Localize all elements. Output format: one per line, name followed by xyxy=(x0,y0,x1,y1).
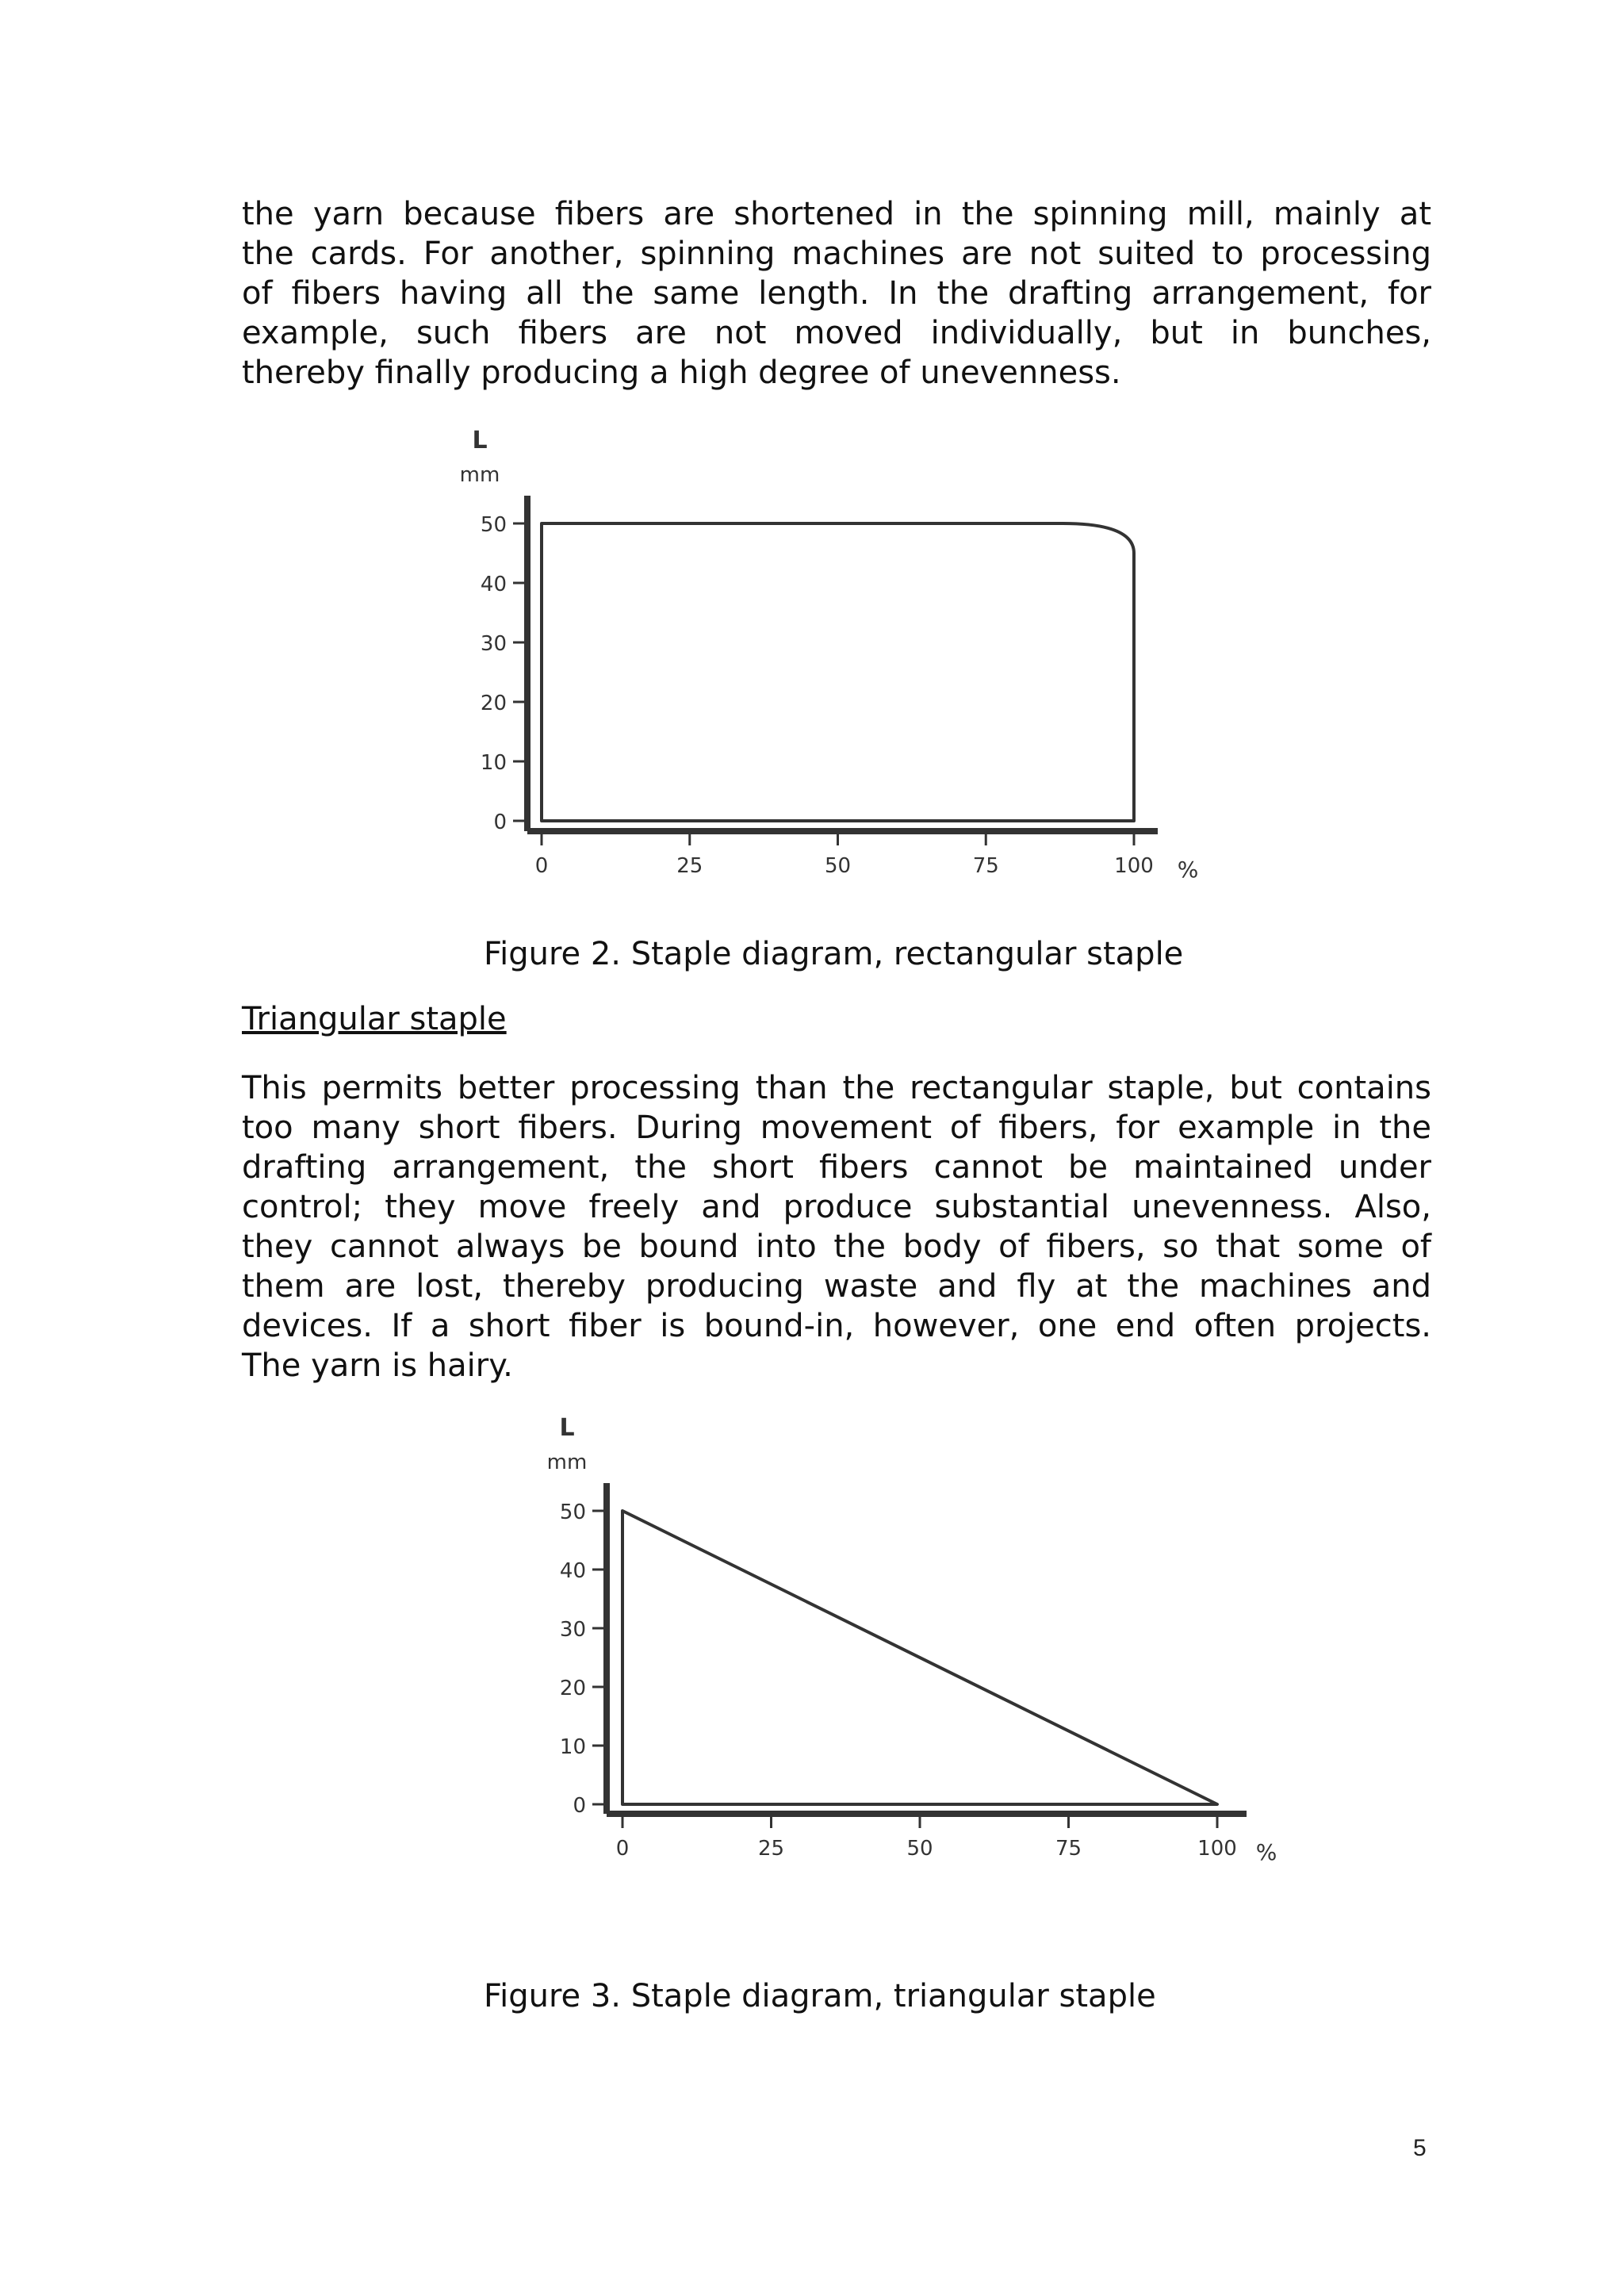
y-tick-label: 50 xyxy=(559,1501,586,1524)
y-tick-label: 20 xyxy=(559,1677,586,1700)
x-tick-label: 75 xyxy=(1055,1837,1082,1861)
figure-2-chart xyxy=(428,420,1300,912)
y-axis-unit: mm xyxy=(546,1451,588,1474)
paragraph-1-line: thereby finally producing a high degree of unevenness. xyxy=(242,355,1121,391)
y-tick-label: 0 xyxy=(573,1794,586,1818)
paragraph-1 xyxy=(242,194,1431,393)
figure-2-rectangular-staple xyxy=(428,420,1300,912)
x-tick-label: 25 xyxy=(757,1837,785,1861)
y-tick-label: 10 xyxy=(480,751,507,775)
x-tick-label: 100 xyxy=(1197,1837,1237,1861)
paragraph-1-line: of fibers having all the same length. In the drafting arrangement, for xyxy=(242,275,1431,312)
figure-3-caption: Figure 3. Staple diagram, triangular staple xyxy=(484,1978,1156,2014)
staple-curve xyxy=(622,1511,1217,1804)
y-tick-label: 50 xyxy=(480,513,507,537)
page-number: 5 xyxy=(1413,2135,1427,2161)
paragraph-2 xyxy=(242,1068,1431,1386)
y-tick-label: 10 xyxy=(559,1735,586,1759)
paragraph-2-line: control; they move freely and produce substantial unevenness. Also, xyxy=(242,1189,1431,1225)
y-axis-label: L xyxy=(559,1414,575,1442)
x-tick-label: 75 xyxy=(972,854,999,878)
x-tick-label: 0 xyxy=(534,854,549,878)
x-tick-label: 25 xyxy=(676,854,703,878)
x-tick-label: 50 xyxy=(824,854,852,878)
x-tick-label: 50 xyxy=(906,1837,933,1861)
figure-3-triangular-staple xyxy=(508,1408,1332,1892)
paragraph-1-line: the cards. For another, spinning machines are not suited to processing xyxy=(242,236,1431,272)
y-tick-label: 30 xyxy=(559,1618,586,1642)
paragraph-2-line: This permits better processing than the rectangular staple, but contains xyxy=(242,1070,1431,1106)
y-tick-label: 30 xyxy=(480,632,507,656)
paragraph-1-line: example, such fibers are not moved individually, but in bunches, xyxy=(242,315,1431,351)
y-tick-label: 0 xyxy=(493,811,507,834)
x-tick-label: 0 xyxy=(615,1837,630,1861)
y-tick-label: 40 xyxy=(480,573,507,596)
x-tick-label: 100 xyxy=(1114,854,1154,878)
x-axis-unit: % xyxy=(1255,1839,1277,1865)
figure-3-chart xyxy=(508,1408,1332,1892)
section-heading: Triangular staple xyxy=(242,1001,507,1037)
paragraph-2-line: devices. If a short fiber is bound-in, however, one end often projects. xyxy=(242,1308,1431,1344)
staple-curve xyxy=(542,523,1134,821)
y-axis-unit: mm xyxy=(459,463,500,487)
figure-2-caption: Figure 2. Staple diagram, rectangular staple xyxy=(484,936,1184,972)
paragraph-2-line: drafting arrangement, the short fibers cannot be maintained under xyxy=(242,1149,1431,1186)
paragraph-2-line: them are lost, thereby producing waste and fly at the machines and xyxy=(242,1268,1431,1305)
y-tick-label: 40 xyxy=(559,1559,586,1583)
paragraph-2-line: The yarn is hairy. xyxy=(242,1347,513,1384)
paragraph-1-line: the yarn because fibers are shortened in the spinning mill, mainly at xyxy=(242,196,1431,232)
y-tick-label: 20 xyxy=(480,692,507,715)
paragraph-2-line: they cannot always be bound into the body of fibers, so that some of xyxy=(242,1228,1431,1265)
x-axis-unit: % xyxy=(1177,857,1199,883)
paragraph-2-line: too many short fibers. During movement of fibers, for example in the xyxy=(242,1110,1431,1146)
y-axis-label: L xyxy=(472,427,488,454)
